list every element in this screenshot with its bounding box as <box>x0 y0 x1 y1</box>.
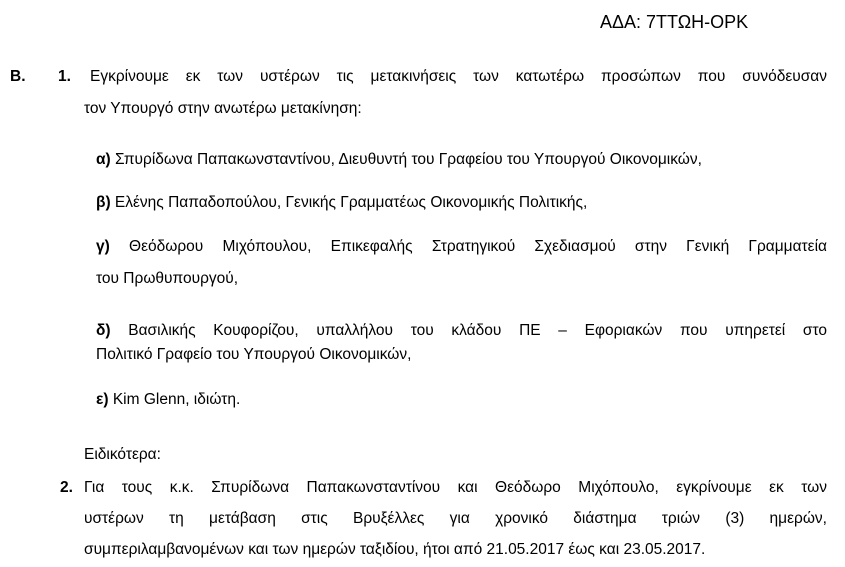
specifically-label: Ειδικότερα: <box>84 446 161 463</box>
person-a-text: Σπυρίδωνα Παπακωνσταντίνου, Διευθυντή του Γραφείου του Υπουργού Οικονομικών, <box>110 151 702 168</box>
person-b-mark: β) <box>96 194 111 211</box>
person-a <box>96 151 702 169</box>
person-c-mark: γ) <box>96 238 110 255</box>
person-b <box>96 194 587 212</box>
item-2-number: 2. <box>60 479 73 496</box>
item-1-text-line-2: τον Υπουργό στην ανωτέρω μετακίνηση: <box>84 100 362 117</box>
item-1-text-line-1: Εγκρίνουμε εκ των υστέρων τις μετακινήσεις των κατωτέρω προσώπων που συνόδευσαν <box>90 68 827 85</box>
person-d <box>96 322 827 340</box>
item-2-text-line-3: συμπεριλαμβανομένων και των ημερών ταξιδίου, ήτοι από 21.05.2017 έως και 23.05.2017. <box>84 541 706 558</box>
person-c-continuation: του Πρωθυπουργού, <box>96 270 239 287</box>
person-d-continuation: Πολιτικό Γραφείο του Υπουργού Οικονομικών, <box>96 346 412 363</box>
item-2-text-line-1: Για τους κ.κ. Σπυρίδωνα Παπακωνσταντίνου και Θεόδωρο Μιχόπουλο, εγκρίνουμε εκ των <box>84 479 827 496</box>
person-e <box>96 391 240 409</box>
section-letter: Β. <box>10 68 26 85</box>
person-c <box>96 238 827 256</box>
person-d-text: Βασιλικής Κουφορίζου, υπαλλήλου του κλάδου ΠΕ – Εφοριακών που υπηρετεί στο <box>110 322 827 339</box>
person-b-text: Ελένης Παπαδοπούλου, Γενικής Γραμματέως Οικονομικής Πολιτικής, <box>110 194 588 211</box>
person-a-mark: α) <box>96 151 111 168</box>
item-1-number: 1. <box>58 68 71 85</box>
person-d-mark: δ) <box>96 322 111 339</box>
person-c-text: Θεόδωρου Μιχόπουλου, Επικεφαλής Στρατηγικού Σχεδιασμού στην Γενική Γραμματεία <box>109 238 827 255</box>
ada-code: ΑΔΑ: 7ΤΤΩΗ-ΟΡΚ <box>600 12 749 32</box>
item-2-text-line-2: υστέρων τη μετάβαση στις Βρυξέλλες για χρονικό διάστημα τριών (3) ημερών, <box>84 510 827 527</box>
person-e-mark: ε) <box>96 391 109 408</box>
person-e-text: Kim Glenn, ιδιώτη. <box>108 391 241 408</box>
